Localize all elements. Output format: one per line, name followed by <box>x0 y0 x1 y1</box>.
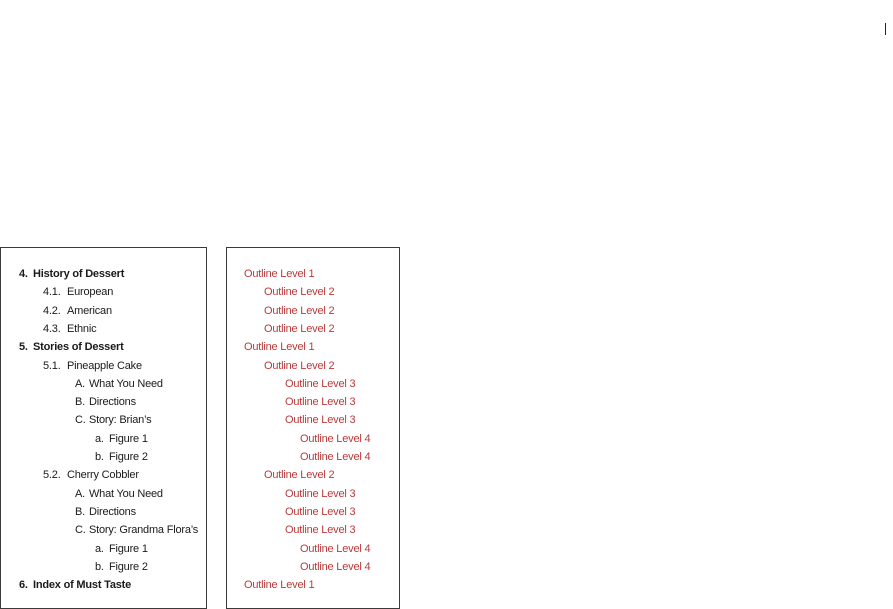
outline-entry <box>95 542 148 556</box>
outline-title: Figure 2 <box>109 451 148 463</box>
outline-entry <box>43 285 113 299</box>
outline-number: b. <box>95 560 104 573</box>
outline-title: Index of Must Taste <box>33 579 132 592</box>
outline-level-label: Outline Level 1 <box>244 341 315 354</box>
outline-entry <box>43 304 112 318</box>
outline-number: b. <box>95 451 104 463</box>
outline-title: Directions <box>89 396 136 409</box>
outline-title: Story: Grandma Flora’s <box>89 524 199 537</box>
outline-level-label: Outline Level 2 <box>264 469 335 482</box>
outline-entry <box>43 322 96 336</box>
outline-level-label: Outline Level 3 <box>285 524 356 537</box>
outline-number: B. <box>75 396 85 409</box>
outline-level-label: Outline Level 1 <box>244 579 315 592</box>
outline-level-label: Outline Level 4 <box>300 432 371 445</box>
outline-level-label: Outline Level 1 <box>244 268 315 280</box>
outline-title: What You Need <box>89 377 163 390</box>
outline-entry <box>19 340 124 354</box>
outline-number: 4.1. <box>43 286 61 299</box>
outline-title: Stories of Dessert <box>33 341 124 354</box>
outline-title: Story: Brian’s <box>89 414 152 427</box>
outline-title: What You Need <box>89 487 163 500</box>
outline-levels-panel <box>226 247 400 609</box>
outline-level-label: Outline Level 3 <box>285 396 356 409</box>
outline-entry <box>95 560 148 574</box>
outline-number: 5.1. <box>43 359 61 372</box>
outline-number: 4.2. <box>43 304 61 317</box>
outline-level-label: Outline Level 4 <box>300 451 371 463</box>
outline-number: A. <box>75 377 85 390</box>
outline-number: C. <box>75 414 86 427</box>
outline-level-label: Outline Level 3 <box>285 505 356 518</box>
outline-level-label: Outline Level 2 <box>264 304 335 317</box>
outline-entry <box>43 359 142 373</box>
outline-title: Directions <box>89 505 136 518</box>
outline-entry <box>75 395 136 409</box>
outline-title: Figure 1 <box>109 432 148 445</box>
outline-number: C. <box>75 524 86 537</box>
outline-level-label: Outline Level 2 <box>264 286 335 299</box>
outline-entry <box>95 450 148 464</box>
outline-number: B. <box>75 505 85 518</box>
outline-entry <box>43 468 139 482</box>
outline-entry <box>19 578 131 592</box>
outline-number: a. <box>95 542 104 555</box>
outline-entry <box>75 487 163 501</box>
outline-title: Figure 1 <box>109 542 148 555</box>
outline-entry <box>75 377 163 391</box>
outline-number: a. <box>95 432 104 445</box>
outline-level-label: Outline Level 2 <box>264 359 335 372</box>
outline-level-label: Outline Level 4 <box>300 560 371 573</box>
outline-level-label: Outline Level 2 <box>264 322 335 335</box>
outline-title: Pineapple Cake <box>67 359 142 372</box>
outline-entry <box>75 505 136 519</box>
outline-level-label: Outline Level 3 <box>285 414 356 427</box>
outline-level-label: Outline Level 3 <box>285 377 356 390</box>
numbered-outline-panel <box>0 247 207 609</box>
outline-title: Cherry Cobbler <box>67 469 139 482</box>
outline-number: 4.3. <box>43 322 61 335</box>
outline-title: History of Dessert <box>33 268 125 280</box>
outline-number: A. <box>75 487 85 500</box>
outline-number: 5.2. <box>43 469 61 482</box>
outline-entry <box>95 432 148 446</box>
outline-number: 6. <box>19 579 28 592</box>
outline-title: European <box>67 286 114 299</box>
outline-entry <box>19 267 124 281</box>
edge-marker <box>885 23 886 35</box>
outline-level-label: Outline Level 4 <box>300 542 371 555</box>
outline-number: 4. <box>19 268 28 280</box>
outline-number: 5. <box>19 341 28 354</box>
outline-level-label: Outline Level 3 <box>285 487 356 500</box>
outline-title: American <box>67 304 112 317</box>
outline-entry <box>75 523 198 537</box>
outline-entry <box>75 413 151 427</box>
outline-title: Ethnic <box>67 322 97 335</box>
outline-title: Figure 2 <box>109 560 148 573</box>
